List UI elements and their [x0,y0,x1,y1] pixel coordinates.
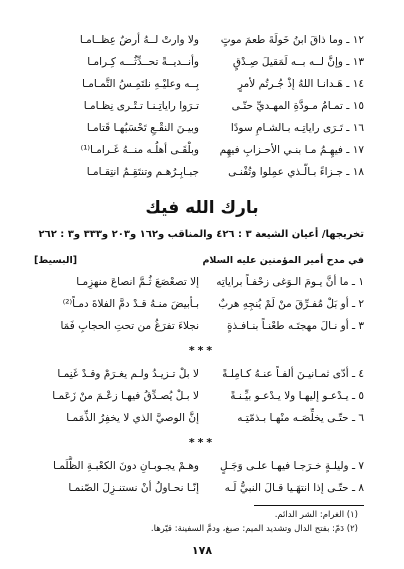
verse-row-3 [0,316,404,336]
poetic-meter-label: [البسيط] [34,255,78,266]
verse-second-hemistich: وبيـنَ النقْـعِ تَحْسَبُهـا قَتامـا [86,122,199,134]
verse-first-hemistich: ١٣ ـ وإنَّ لــه بــه لَمَقيلَ صِـدْقٍ [232,56,364,68]
source-reference: تخريجها/ أعيان الشيعة ٣ : ٤٢٦ والمناقب و١٦٢ و٢٠٣ و٣٣٣ و٣ : ٢٦٢ [38,229,364,240]
verse-second-hemistich: إنّـا نحـاولُ أنْ نستنـزِلَ الصّنمـا [68,482,199,494]
verse-first-hemistich: ١٨ ـ جـزاءً بـالّـذي عمِلوا وتُفْنـى [228,166,364,178]
page-number: ١٧٨ [191,544,213,557]
verse-second-hemistich: نجلاءَ تفرَغُ من تحتِ الحجابِ فَمَا [60,320,199,332]
verse-row-15 [0,96,404,116]
verse-first-hemistich: ١٧ ـ فيهِـمُ مـا بنـي الأحـزابِ فيهِم [219,144,364,156]
verse-row-12 [0,30,404,50]
verse-second-hemistich: وهـمْ يجـوبـانِ دونَ الكعْبـةِ الظُّلَمـا [53,460,199,472]
poem-title: بارك الله فيك [145,198,259,218]
verse-row-17 [0,140,404,160]
section-separator: *** [188,436,216,449]
verse-row-4 [0,364,404,384]
verse-row-18 [0,162,404,182]
verse-second-hemistich: إلا تصعْصَعَ ثُـمَّ انصاعَ منهزِمـا [76,276,199,288]
verse-first-hemistich: ١ ـ ما أنَّ يـومَ الـوَغى زحْفـاً براياتِه [216,276,364,288]
verse-row-14 [0,74,404,94]
verse-first-hemistich: ١٤ ـ هَـدانـا اللهُ إذْ جُـرتُم لأمرٍ [237,78,364,90]
verse-row-1 [0,272,404,292]
verse-first-hemistich: ٥ ـ يـدْعـو إليهـا ولا يـدْعـو بيِّـنـةً [230,390,364,402]
verse-first-hemistich: ١٢ ـ وما ذاقَ ابنُ خَولَةَ طعمَ موتٍ [220,34,364,46]
verse-row-6 [0,408,404,428]
verse-first-hemistich: ٤ ـ أدّى ثمـانيـنَ ألفـاً عنـهُ كـامِلـةً [222,368,364,380]
verse-second-hemistich: ولا وارتْ لــهُ أرضٌ عِظــامـا [79,34,199,46]
verse-second-hemistich: وأنــديــةً تحــدِّثُـــه كِـرامـا [87,56,199,68]
verse-first-hemistich: ٨ ـ حتّـى إذا انتهَـيا قـالَ النبيُّ لَـه [224,482,364,494]
verse-second-hemistich: وبلْقَـى أهلُـه منــهُ غَـرامـا⁽¹⁾ [80,144,199,156]
verse-second-hemistich: إنَّ الوصيَّ الذي لا يخفِرُ الذِّمَمـا [66,412,199,424]
verse-second-hemistich: بِــه وعليْـهِ نلتَمِـسُ التَّمـامـا [81,78,199,90]
section-heading: في مدح أمير المؤمنين عليه السلام [202,255,364,266]
footnote-1: (١) الغرام: الشر الدائم. [274,510,358,520]
verse-row-8 [0,478,404,498]
verse-first-hemistich: ٣ ـ أو نـالَ مهجتَـه طعْنـاً بنـافـذةٍ [226,320,364,332]
footnote-divider [254,505,364,506]
verse-row-5 [0,386,404,406]
verse-first-hemistich: ١٦ ـ تَـرَى راياتِـه بـالشـامِ سودًا [230,122,364,134]
verse-first-hemistich: ١٥ ـ تمـامُ مـودَّةِ المهـديِّ حتّـى [231,100,364,112]
verse-first-hemistich: ٢ ـ أو بَلْ مُفـرِّقَ منْ لَمْ يُنجِهِ هربٌ [218,298,364,310]
verse-second-hemistich: بـأبيضَ منـهُ قـدْ دمَّ الفلاةَ دمـاً⁽²⁾ [62,298,199,310]
verse-second-hemistich: تـرَوا راياتِـنـا تـتْـرى نِظـامـا [83,100,199,112]
verse-second-hemistich: جبـابِـرُهـم وتنتَقِـمُ انتِقـامـا [86,166,199,178]
verse-first-hemistich: ٧ ـ وليلـةٍ خـرَجـا فيهـا علـى وَجَـلٍ [220,460,364,472]
verse-second-hemistich: لا بلْ تـزيـدُ ولـم يغـرَمْ وقـدْ غَنِمـا [57,368,199,380]
footnote-2: (٢) دَمّ: بفتح الدال وتشديد الميم: صبغ، ودمَّ السفينة: قيّرها. [150,524,358,534]
verse-first-hemistich: ٦ ـ حتّـى يخلِّصَـه منْهـا بـذمّتِـه [237,412,364,424]
section-separator: *** [188,344,216,357]
verse-second-hemistich: لا بـلْ يُصـدِّقُ فيهـا زعْـمَ منْ زَعَمـا [52,390,199,402]
verse-row-7 [0,456,404,476]
verse-row-16 [0,118,404,138]
verse-row-2 [0,294,404,314]
verse-row-13 [0,52,404,72]
